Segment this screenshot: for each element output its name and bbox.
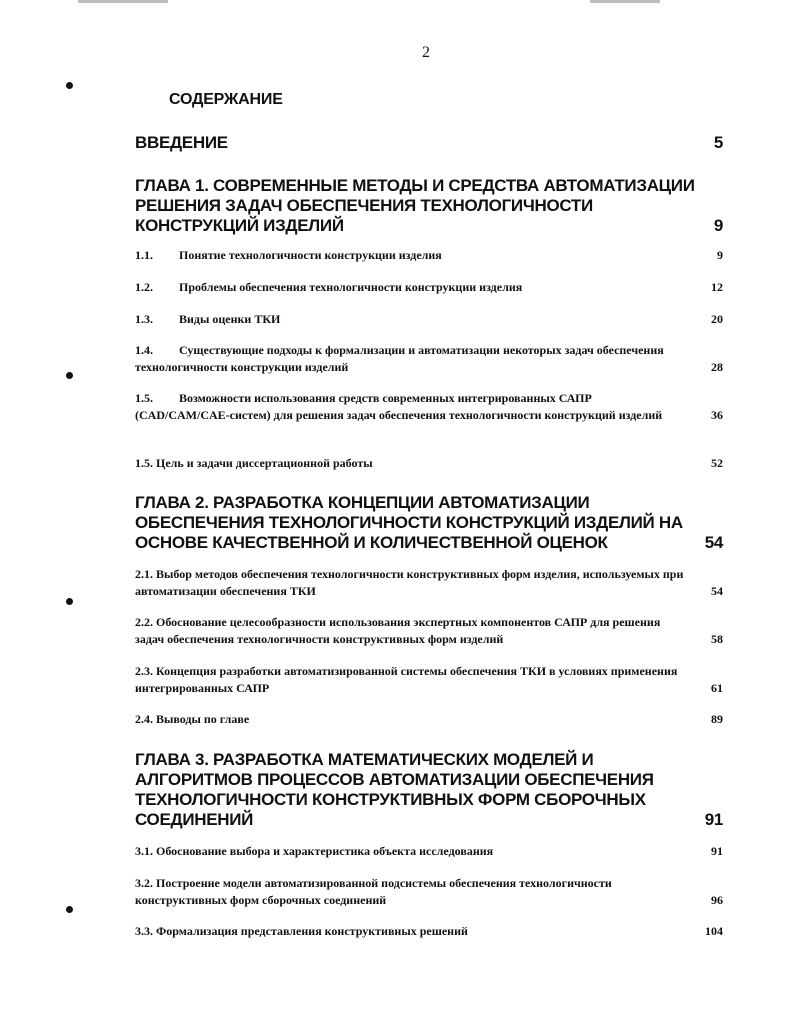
entry-title: 3.3. Формализация представления конструктивных решений <box>135 924 468 938</box>
entry-title: Возможности использования средств современных интегрированных САПР (CAD/CAM/CAE-систем) для решения задач обеспечения технологичности конструкций изделий <box>135 391 663 422</box>
chapter-title: ГЛАВА 3. РАЗРАБОТКА МАТЕМАТИЧЕСКИХ МОДЕЛЕЙ И АЛГОРИТМОВ ПРОЦЕССОВ АВТОМАТИЗАЦИИ ОБЕСПЕЧЕНИЯ ТЕХНОЛОГИЧНОСТИ КОНСТРУКТИВНЫХ ФОРМ СБОРОЧНЫХ СОЕДИНЕНИЙ <box>135 750 654 829</box>
binding-mark <box>66 372 73 379</box>
entry-title: 2.1. Выбор методов обеспечения технологичности конструктивных форм изделия, используемых при автоматизации обеспечения ТКИ <box>135 567 684 598</box>
entry-title: Понятие технологичности конструкции изделия <box>179 248 442 262</box>
entry-page: 20 <box>711 312 723 326</box>
entry-title: 3.1. Обоснование выбора и характеристика объекта исследования <box>135 844 494 858</box>
toc-entry-2-1[interactable] <box>135 566 723 600</box>
page-number: 2 <box>422 44 430 61</box>
chapter-page: 91 <box>704 810 723 829</box>
entry-page: 96 <box>711 893 723 907</box>
entry-number: 1.4. <box>135 343 153 357</box>
entry-page: 12 <box>711 280 723 294</box>
entry-title: 2.2. Обоснование целесообразности использования экспертных компонентов САПР для решения задач обеспечения технологичности конструктивных форм изделий <box>135 615 661 646</box>
entry-page: 9 <box>717 248 723 262</box>
entry-page: 104 <box>705 924 723 938</box>
toc-entry-3-2[interactable] <box>135 875 723 909</box>
entry-title: Виды оценки ТКИ <box>179 312 281 326</box>
toc-heading: СОДЕРЖАНИЕ <box>169 91 283 108</box>
toc-entry-1-6[interactable] <box>135 455 723 472</box>
toc-entry-3-3[interactable] <box>135 923 723 940</box>
toc-chapter-1[interactable] <box>135 176 723 236</box>
chapter-title: ГЛАВА 2. РАЗРАБОТКА КОНЦЕПЦИИ АВТОМАТИЗАЦИИ ОБЕСПЕЧЕНИЯ ТЕХНОЛОГИЧНОСТИ КОНСТРУКЦИЙ ИЗДЕЛИЙ НА ОСНОВЕ КАЧЕСТВЕННОЙ И КОЛИЧЕСТВЕННОЙ ОЦЕНОК <box>135 493 683 552</box>
intro-page: 5 <box>713 133 723 152</box>
toc-entry-2-4[interactable] <box>135 711 723 728</box>
entry-page: 91 <box>711 844 723 858</box>
entry-number: 1.5. <box>135 391 153 405</box>
toc-intro[interactable] <box>135 133 723 153</box>
entry-page: 54 <box>711 584 723 598</box>
toc-chapter-2[interactable] <box>135 493 723 553</box>
entry-number: 1.2. <box>135 280 153 294</box>
toc-entry-1-2[interactable] <box>135 279 723 296</box>
entry-number: 1.1. <box>135 248 153 262</box>
entry-number: 1.3. <box>135 312 153 326</box>
entry-title: 3.2. Построение модели автоматизированной подсистемы обеспечения технологичности конструктивных форм сборочных соединений <box>135 876 612 907</box>
toc-chapter-3[interactable] <box>135 750 723 830</box>
scan-artifact <box>78 0 168 3</box>
entry-page: 61 <box>711 681 723 695</box>
entry-title: 1.5. Цель и задачи диссертационной работы <box>135 456 373 470</box>
toc-entry-2-3[interactable] <box>135 663 723 697</box>
scan-artifact <box>590 0 660 3</box>
entry-page: 28 <box>711 360 723 374</box>
entry-page: 58 <box>711 632 723 646</box>
intro-title: ВВЕДЕНИЕ <box>135 133 228 152</box>
entry-title: 2.3. Концепция разработки автоматизированной системы обеспечения ТКИ в условиях применения интегрированных САПР <box>135 664 678 695</box>
entry-title: Существующие подходы к формализации и автоматизации некоторых задач обеспечения технологичности конструкции изделий <box>135 343 664 374</box>
toc-entry-1-3[interactable] <box>135 311 723 328</box>
entry-page: 52 <box>711 456 723 470</box>
entry-title: 2.4. Выводы по главе <box>135 712 250 726</box>
chapter-page: 9 <box>713 216 723 235</box>
entry-title: Проблемы обеспечения технологичности конструкции изделия <box>179 280 523 294</box>
chapter-title: ГЛАВА 1. СОВРЕМЕННЫЕ МЕТОДЫ И СРЕДСТВА АВТОМАТИЗАЦИИ РЕШЕНИЯ ЗАДАЧ ОБЕСПЕЧЕНИЯ ТЕХНОЛОГИЧНОСТИ КОНСТРУКЦИЙ ИЗДЕЛИЙ <box>135 176 695 235</box>
binding-mark <box>66 906 73 913</box>
toc-entry-3-1[interactable] <box>135 843 723 860</box>
toc-entry-1-4[interactable] <box>135 342 723 376</box>
toc-entry-1-5[interactable] <box>135 390 723 424</box>
entry-page: 36 <box>711 408 723 422</box>
toc-entry-1-1[interactable] <box>135 247 723 264</box>
binding-mark <box>66 598 73 605</box>
binding-mark <box>66 82 73 89</box>
entry-page: 89 <box>711 712 723 726</box>
toc-entry-2-2[interactable] <box>135 614 723 648</box>
chapter-page: 54 <box>704 533 723 552</box>
